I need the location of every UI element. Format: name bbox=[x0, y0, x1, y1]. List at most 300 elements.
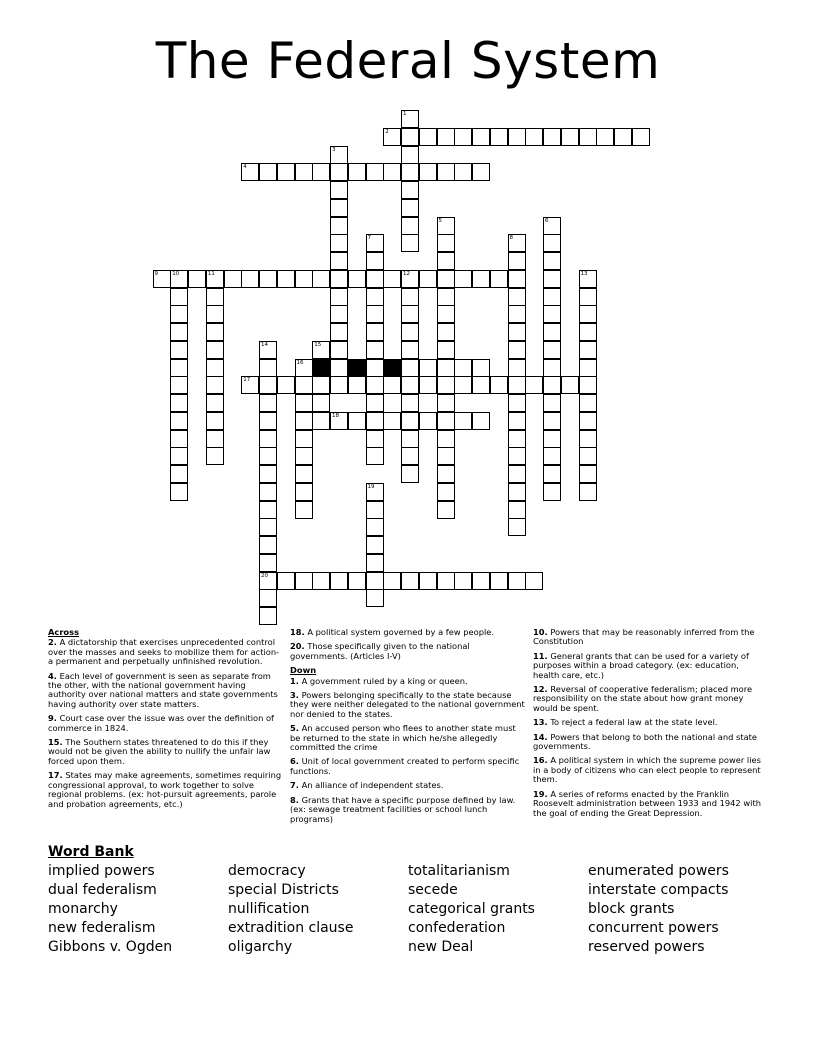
grid-cell[interactable] bbox=[153, 270, 171, 288]
grid-cell[interactable] bbox=[508, 270, 526, 288]
grid-cell[interactable] bbox=[312, 572, 330, 590]
grid-cell[interactable] bbox=[437, 572, 455, 590]
grid-cell[interactable] bbox=[312, 394, 330, 412]
grid-cell[interactable] bbox=[508, 341, 526, 359]
clue-item bbox=[48, 672, 283, 710]
grid-cell[interactable] bbox=[401, 217, 419, 235]
grid-cell[interactable] bbox=[490, 270, 508, 288]
grid-cell[interactable] bbox=[330, 270, 348, 288]
cell-number: 7 bbox=[367, 235, 371, 242]
grid-cell[interactable] bbox=[259, 163, 277, 181]
grid-cell[interactable] bbox=[472, 163, 490, 181]
grid-cell[interactable] bbox=[277, 376, 295, 394]
grid-cell[interactable] bbox=[206, 447, 224, 465]
grid-cell[interactable] bbox=[401, 447, 419, 465]
grid-cell[interactable] bbox=[579, 305, 597, 323]
grid-cell[interactable] bbox=[259, 554, 277, 572]
grid-cell[interactable] bbox=[330, 181, 348, 199]
grid-cell[interactable] bbox=[206, 430, 224, 448]
grid-cell[interactable] bbox=[224, 270, 242, 288]
grid-cell[interactable] bbox=[437, 359, 455, 377]
grid-cell[interactable] bbox=[312, 270, 330, 288]
grid-cell[interactable] bbox=[543, 234, 561, 252]
word-bank-item: implied powers bbox=[48, 863, 155, 879]
grid-cell[interactable] bbox=[437, 305, 455, 323]
grid-cell[interactable] bbox=[295, 572, 313, 590]
grid-cell[interactable] bbox=[366, 163, 384, 181]
clue-number: 12. bbox=[533, 684, 548, 695]
grid-cell[interactable] bbox=[259, 607, 277, 625]
grid-cell[interactable] bbox=[543, 323, 561, 341]
grid-cell[interactable] bbox=[454, 376, 472, 394]
grid-cell[interactable] bbox=[579, 323, 597, 341]
grid-cell[interactable] bbox=[170, 412, 188, 430]
grid-cell[interactable] bbox=[206, 323, 224, 341]
grid-cell[interactable] bbox=[366, 288, 384, 306]
grid-cell[interactable] bbox=[543, 252, 561, 270]
grid-cell[interactable] bbox=[330, 572, 348, 590]
grid-cell[interactable] bbox=[330, 376, 348, 394]
grid-cell[interactable] bbox=[508, 359, 526, 377]
clue-text: A government ruled by a king or queen. bbox=[298, 675, 468, 686]
clue-text: The Southern states threatened to do this if they would not be given the ability to nullify the unfair law forced upon them. bbox=[48, 737, 271, 766]
grid-cell[interactable] bbox=[170, 447, 188, 465]
grid-cell[interactable] bbox=[330, 217, 348, 235]
grid-cell[interactable] bbox=[170, 323, 188, 341]
grid-cell[interactable] bbox=[383, 163, 401, 181]
grid-cell[interactable] bbox=[454, 163, 472, 181]
grid-cell[interactable] bbox=[508, 430, 526, 448]
grid-cell[interactable] bbox=[259, 483, 277, 501]
clue-number: 2. bbox=[48, 637, 57, 648]
grid-cell[interactable] bbox=[419, 163, 437, 181]
grid-cell[interactable] bbox=[330, 163, 348, 181]
clue-item bbox=[290, 628, 526, 637]
grid-cell[interactable] bbox=[330, 305, 348, 323]
cell-number: 10 bbox=[172, 270, 180, 277]
grid-cell[interactable] bbox=[579, 483, 597, 501]
grid-cell[interactable] bbox=[454, 270, 472, 288]
cell-number: 17 bbox=[243, 377, 251, 384]
grid-cell[interactable] bbox=[401, 181, 419, 199]
grid-cell[interactable] bbox=[543, 465, 561, 483]
grid-cell[interactable] bbox=[401, 430, 419, 448]
grid-cell[interactable] bbox=[543, 376, 561, 394]
across-heading: Across bbox=[48, 627, 80, 637]
grid-cell[interactable] bbox=[330, 234, 348, 252]
grid-cell[interactable] bbox=[543, 217, 561, 235]
cell-number: 18 bbox=[332, 412, 339, 419]
grid-cell[interactable] bbox=[401, 323, 419, 341]
grid-cell[interactable] bbox=[295, 412, 313, 430]
grid-cell[interactable] bbox=[206, 359, 224, 377]
grid-cell[interactable] bbox=[472, 128, 490, 146]
grid-cell[interactable] bbox=[206, 412, 224, 430]
grid-cell[interactable] bbox=[259, 376, 277, 394]
clue-item bbox=[48, 714, 283, 733]
grid-cell[interactable] bbox=[401, 199, 419, 217]
clue-number: 18. bbox=[290, 627, 305, 637]
grid-cell[interactable] bbox=[401, 288, 419, 306]
grid-cell[interactable] bbox=[259, 465, 277, 483]
grid-cell[interactable] bbox=[579, 430, 597, 448]
cell-number: 16 bbox=[296, 359, 304, 366]
grid-cell[interactable] bbox=[508, 323, 526, 341]
down-heading: Down bbox=[290, 665, 317, 676]
grid-cell[interactable] bbox=[383, 572, 401, 590]
grid-cell[interactable] bbox=[614, 128, 632, 146]
cell-number: 2 bbox=[385, 128, 389, 135]
grid-cell[interactable] bbox=[366, 430, 384, 448]
grid-cell[interactable] bbox=[508, 128, 526, 146]
grid-cell[interactable] bbox=[472, 572, 490, 590]
grid-cell[interactable] bbox=[330, 412, 348, 430]
clue-item bbox=[533, 718, 763, 727]
grid-cell[interactable] bbox=[508, 305, 526, 323]
grid-cell[interactable] bbox=[437, 501, 455, 519]
grid-cell[interactable] bbox=[170, 305, 188, 323]
grid-cell[interactable] bbox=[579, 288, 597, 306]
grid-cell[interactable] bbox=[170, 359, 188, 377]
word-bank-item: new Deal bbox=[408, 939, 474, 955]
grid-cell[interactable] bbox=[472, 376, 490, 394]
grid-cell[interactable] bbox=[543, 430, 561, 448]
grid-cell[interactable] bbox=[508, 483, 526, 501]
grid-cell[interactable] bbox=[401, 146, 419, 164]
grid-cell[interactable] bbox=[241, 270, 259, 288]
grid-cell[interactable] bbox=[437, 270, 455, 288]
grid-cell[interactable] bbox=[206, 270, 224, 288]
word-bank-grid bbox=[48, 862, 768, 957]
grid-cell[interactable] bbox=[401, 412, 419, 430]
grid-cell[interactable] bbox=[543, 341, 561, 359]
clue-number: 4. bbox=[48, 670, 57, 681]
grid-cell[interactable] bbox=[437, 128, 455, 146]
grid-cell[interactable] bbox=[401, 234, 419, 252]
grid-cell[interactable] bbox=[295, 447, 313, 465]
grid-cell[interactable] bbox=[312, 412, 330, 430]
clue-item bbox=[533, 652, 763, 680]
grid-cell[interactable] bbox=[508, 394, 526, 412]
grid-cell[interactable] bbox=[401, 465, 419, 483]
clue-item bbox=[533, 790, 763, 818]
clue-number: 16. bbox=[533, 755, 548, 766]
cell-number: 3 bbox=[332, 146, 336, 153]
grid-cell[interactable] bbox=[277, 270, 295, 288]
grid-cell[interactable] bbox=[401, 376, 419, 394]
grid-cell[interactable] bbox=[348, 376, 366, 394]
grid-cell[interactable] bbox=[206, 288, 224, 306]
grid-cell[interactable] bbox=[330, 288, 348, 306]
down-clue-list-continued bbox=[533, 628, 763, 818]
grid-cell[interactable] bbox=[437, 323, 455, 341]
grid-cell[interactable] bbox=[170, 341, 188, 359]
grid-cell[interactable] bbox=[348, 270, 366, 288]
grid-cell[interactable] bbox=[170, 430, 188, 448]
grid-cell[interactable] bbox=[259, 501, 277, 519]
grid-cell[interactable] bbox=[206, 341, 224, 359]
grid-cell[interactable] bbox=[366, 234, 384, 252]
clue-number: 13. bbox=[533, 717, 548, 728]
grid-cell[interactable] bbox=[206, 305, 224, 323]
grid-cell[interactable] bbox=[508, 252, 526, 270]
grid-cell[interactable] bbox=[508, 465, 526, 483]
grid-cell[interactable] bbox=[508, 234, 526, 252]
grid-cell[interactable] bbox=[366, 536, 384, 554]
grid-cell[interactable] bbox=[543, 270, 561, 288]
grid-cell[interactable] bbox=[525, 128, 543, 146]
grid-cell[interactable] bbox=[259, 536, 277, 554]
grid-cell[interactable] bbox=[348, 163, 366, 181]
clue-text: States may make agreements, sometimes requiring congressional approval, to work together to solve regional problems. (ex: hot-pursuit agreements, parole and probation agreements, etc.) bbox=[48, 770, 282, 809]
grid-cell[interactable] bbox=[366, 447, 384, 465]
grid-cell[interactable] bbox=[330, 252, 348, 270]
grid-cell[interactable] bbox=[259, 359, 277, 377]
word-bank-item: confederation bbox=[408, 920, 506, 936]
grid-cell[interactable] bbox=[437, 394, 455, 412]
grid-cell[interactable] bbox=[383, 270, 401, 288]
grid-cell[interactable] bbox=[419, 376, 437, 394]
grid-cell[interactable] bbox=[348, 412, 366, 430]
grid-cell[interactable] bbox=[472, 412, 490, 430]
grid-cell[interactable] bbox=[437, 447, 455, 465]
grid-cell[interactable] bbox=[366, 394, 384, 412]
grid-cell[interactable] bbox=[596, 128, 614, 146]
grid-cell[interactable] bbox=[490, 376, 508, 394]
grid-cell[interactable] bbox=[383, 412, 401, 430]
grid-cell[interactable] bbox=[295, 163, 313, 181]
word-bank-item: secede bbox=[408, 882, 458, 898]
grid-cell[interactable] bbox=[366, 270, 384, 288]
grid-cell[interactable] bbox=[383, 376, 401, 394]
grid-cell[interactable] bbox=[170, 270, 188, 288]
grid-cell[interactable] bbox=[330, 323, 348, 341]
grid-cell[interactable] bbox=[366, 589, 384, 607]
grid-cell[interactable] bbox=[419, 359, 437, 377]
grid-cell[interactable] bbox=[295, 270, 313, 288]
grid-cell[interactable] bbox=[490, 572, 508, 590]
grid-cell[interactable] bbox=[419, 572, 437, 590]
grid-cell[interactable] bbox=[295, 430, 313, 448]
grid-cell[interactable] bbox=[366, 359, 384, 377]
grid-cell[interactable] bbox=[259, 412, 277, 430]
grid-cell[interactable] bbox=[437, 430, 455, 448]
grid-cell[interactable] bbox=[259, 394, 277, 412]
grid-cell[interactable] bbox=[401, 359, 419, 377]
grid-cell[interactable] bbox=[579, 359, 597, 377]
grid-cell[interactable] bbox=[579, 376, 597, 394]
clue-item bbox=[533, 756, 763, 784]
grid-cell[interactable] bbox=[561, 128, 579, 146]
clue-text: A political system in which the supreme power lies in a body of citizens who can elect people to represent them. bbox=[533, 755, 761, 785]
grid-cell[interactable] bbox=[330, 199, 348, 217]
grid-cell[interactable] bbox=[366, 341, 384, 359]
grid-cell[interactable] bbox=[366, 323, 384, 341]
grid-cell[interactable] bbox=[543, 412, 561, 430]
grid-cell[interactable] bbox=[508, 447, 526, 465]
grid-cell[interactable] bbox=[437, 217, 455, 235]
grid-cell[interactable] bbox=[206, 376, 224, 394]
grid-cell[interactable] bbox=[295, 376, 313, 394]
word-bank bbox=[48, 844, 768, 957]
grid-cell[interactable] bbox=[454, 572, 472, 590]
grid-cell[interactable] bbox=[437, 341, 455, 359]
cell-number: 1 bbox=[403, 111, 407, 117]
grid-cell[interactable] bbox=[206, 394, 224, 412]
grid-cell[interactable] bbox=[330, 146, 348, 164]
grid-cell[interactable] bbox=[419, 128, 437, 146]
word-bank-item: block grants bbox=[588, 901, 675, 917]
grid-cell[interactable] bbox=[419, 412, 437, 430]
clue-number: 11. bbox=[533, 650, 548, 661]
word-bank-title: Word Bank bbox=[48, 844, 134, 860]
grid-cell[interactable] bbox=[401, 163, 419, 181]
grid-cell[interactable] bbox=[401, 394, 419, 412]
grid-cell[interactable] bbox=[437, 163, 455, 181]
grid-cell[interactable] bbox=[401, 128, 419, 146]
grid-cell[interactable] bbox=[259, 518, 277, 536]
grid-cell[interactable] bbox=[170, 394, 188, 412]
clue-number: 9. bbox=[48, 713, 57, 724]
grid-cell[interactable] bbox=[437, 465, 455, 483]
word-bank-item: Gibbons v. Ogden bbox=[48, 939, 173, 955]
grid-cell[interactable] bbox=[579, 128, 597, 146]
grid-cell[interactable] bbox=[437, 252, 455, 270]
grid-cell[interactable] bbox=[454, 359, 472, 377]
grid-cell[interactable] bbox=[401, 305, 419, 323]
cell-number: 19 bbox=[367, 483, 375, 490]
grid-cell[interactable] bbox=[543, 359, 561, 377]
word-bank-item: dual federalism bbox=[48, 882, 157, 898]
grid-cell[interactable] bbox=[508, 376, 526, 394]
grid-cell[interactable] bbox=[259, 572, 277, 590]
grid-cell[interactable] bbox=[579, 341, 597, 359]
grid-cell[interactable] bbox=[579, 270, 597, 288]
grid-cell[interactable] bbox=[543, 305, 561, 323]
clue-item bbox=[290, 677, 526, 686]
grid-cell[interactable] bbox=[188, 270, 206, 288]
grid-cell[interactable] bbox=[366, 252, 384, 270]
grid-cell[interactable] bbox=[508, 412, 526, 430]
grid-cell[interactable] bbox=[170, 465, 188, 483]
grid-cell[interactable] bbox=[579, 465, 597, 483]
grid-cell[interactable] bbox=[366, 501, 384, 519]
grid-cell[interactable] bbox=[295, 501, 313, 519]
grid-cell[interactable] bbox=[401, 572, 419, 590]
clue-item bbox=[290, 691, 526, 719]
clue-item bbox=[533, 733, 763, 752]
grid-cell[interactable] bbox=[366, 518, 384, 536]
grid-cell[interactable] bbox=[454, 412, 472, 430]
grid-cell[interactable] bbox=[561, 376, 579, 394]
cell-number: 20 bbox=[261, 572, 268, 579]
grid-cell[interactable] bbox=[366, 412, 384, 430]
grid-cell[interactable] bbox=[312, 376, 330, 394]
grid-cell[interactable] bbox=[259, 430, 277, 448]
word-bank-item: new federalism bbox=[48, 920, 156, 936]
cell-number: 12 bbox=[403, 270, 410, 277]
grid-cell[interactable] bbox=[454, 128, 472, 146]
cell-number: 11 bbox=[207, 270, 215, 277]
grid-cell[interactable] bbox=[437, 412, 455, 430]
grid-cell[interactable] bbox=[579, 394, 597, 412]
grid-cell[interactable] bbox=[543, 447, 561, 465]
grid-cell[interactable] bbox=[543, 394, 561, 412]
grid-cell[interactable] bbox=[472, 359, 490, 377]
grid-cell[interactable] bbox=[579, 412, 597, 430]
clue-text: A dictatorship that exercises unprecedented control over the masses and seeks to mobilize them for action- a permanent and perpetually unfinished revolution. bbox=[48, 637, 280, 667]
clue-text: Grants that have a specific purpose defined by law. (ex: sewage treatment facilities or school lunch programs) bbox=[290, 794, 516, 824]
grid-cell[interactable] bbox=[312, 163, 330, 181]
grid-cell[interactable] bbox=[525, 572, 543, 590]
grid-cell[interactable] bbox=[437, 376, 455, 394]
grid-cell[interactable] bbox=[525, 376, 543, 394]
grid-cell[interactable] bbox=[259, 589, 277, 607]
grid-cell[interactable] bbox=[632, 128, 650, 146]
grid-cell[interactable] bbox=[366, 376, 384, 394]
grid-cell[interactable] bbox=[295, 465, 313, 483]
grid-cell[interactable] bbox=[366, 554, 384, 572]
grid-cell[interactable] bbox=[241, 376, 259, 394]
grid-cell[interactable] bbox=[312, 341, 330, 359]
grid-cell[interactable] bbox=[543, 128, 561, 146]
grid-cell[interactable] bbox=[330, 359, 348, 377]
grid-cell[interactable] bbox=[508, 518, 526, 536]
grid-cell[interactable] bbox=[366, 572, 384, 590]
grid-cell[interactable] bbox=[295, 394, 313, 412]
grid-cell[interactable] bbox=[170, 376, 188, 394]
grid-cell[interactable] bbox=[437, 234, 455, 252]
grid-cell[interactable] bbox=[295, 483, 313, 501]
grid-cell[interactable] bbox=[259, 447, 277, 465]
grid-cell[interactable] bbox=[508, 501, 526, 519]
clue-item bbox=[48, 738, 283, 766]
grid-cell[interactable] bbox=[366, 305, 384, 323]
grid-cell[interactable] bbox=[241, 163, 259, 181]
grid-cell[interactable] bbox=[383, 128, 401, 146]
grid-cell[interactable] bbox=[330, 341, 348, 359]
grid-cell[interactable] bbox=[259, 270, 277, 288]
grid-cell[interactable] bbox=[472, 270, 490, 288]
grid-cell[interactable] bbox=[277, 163, 295, 181]
grid-cell[interactable] bbox=[419, 270, 437, 288]
grid-cell[interactable] bbox=[366, 483, 384, 501]
clue-number: 10. bbox=[533, 627, 548, 637]
grid-cell[interactable] bbox=[401, 270, 419, 288]
grid-cell[interactable] bbox=[508, 288, 526, 306]
blocked-cell bbox=[312, 359, 330, 377]
grid-cell[interactable] bbox=[295, 359, 313, 377]
grid-cell[interactable] bbox=[277, 572, 295, 590]
clue-text: Powers that belong to both the national and state governments. bbox=[533, 731, 758, 752]
grid-cell[interactable] bbox=[170, 288, 188, 306]
blocked-cell bbox=[348, 359, 366, 377]
grid-cell[interactable] bbox=[508, 572, 526, 590]
grid-cell[interactable] bbox=[348, 572, 366, 590]
grid-cell[interactable] bbox=[437, 288, 455, 306]
grid-cell[interactable] bbox=[579, 447, 597, 465]
grid-cell[interactable] bbox=[490, 128, 508, 146]
grid-cell[interactable] bbox=[401, 110, 419, 128]
grid-cell[interactable] bbox=[543, 483, 561, 501]
grid-cell[interactable] bbox=[543, 288, 561, 306]
word-bank-item: interstate compacts bbox=[588, 882, 729, 898]
grid-cell[interactable] bbox=[401, 341, 419, 359]
grid-cell[interactable] bbox=[437, 483, 455, 501]
grid-cell[interactable] bbox=[170, 483, 188, 501]
grid-cell[interactable] bbox=[259, 341, 277, 359]
clue-number: 5. bbox=[290, 723, 299, 734]
